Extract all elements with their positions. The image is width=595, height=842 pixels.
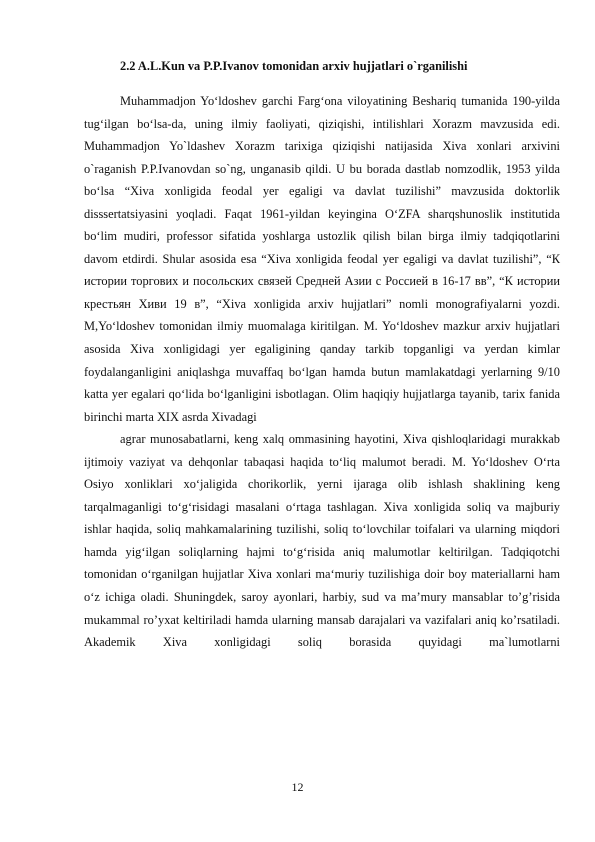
body-text	[84, 90, 560, 654]
paragraph-1: Muhammadjon Yo‘ldoshev garchi Farg‘ona viloyatining Beshariq tumanida 190-yilda tug‘ilgan bo‘lsa-da, uning ilmiy faoliyati, qiziqishi, intilishlari Xorazm mavzusida edi. Muhammadjon Yo`ldashev Xorazm tarixiga qiziqishi natijasida Xiva xonlari arxivini o`raganish P.P.Ivanovdan so`ng, unganasib qildi. U bu borada dastlab nomzodlik, 1953 yilda bo‘lsa “Xiva xonligida feodal yer egaligi va davlat tuzilishi” mavzusida doktorlik disssertatsiyasini yoqladi. Faqat 1961-yildan keyingina O‘ZFA sharqshunoslik institutida bo‘lim mudiri, professor sifatida yoshlarga ustozlik qilish bilan birga ilmiy tadqiqotlarini davom etdirdi. Shular asosida esa “Xiva xonligida feodal yer egaligi va davlat tuzilishi”, “К истории торговиx и посольских связей Средней Азии с Россией в 16-17 вв”, “К истории крестьян Хиви 19 в”, “Xiva xonligida arxiv hujjatlari” nomli monografiyalarni yozdi. M,Yo‘ldoshev tomonidan ilmiy muomalaga kiritilgan. M. Yo‘ldoshev mazkur arxiv hujjatlari asosida Xiva xonligidagi yer egaligining qanday tarkib topganligi va yerdan kimlar foydalanganligini aniqlashga muvaffaq bo‘lgan hamda butun mamlakatdagi yerlarning 9/10 katta yer egalari qo‘lida bo‘lganligini isbotlagan. Olim haqiqiy hujjatlarga tayanib, tarix fanida birinchi marta XIX asrda Xivadagi	[84, 94, 560, 424]
section-heading: 2.2 A.L.Kun va P.P.Ivanov tomonidan arxiv hujjatlari o`rganilishi	[120, 59, 468, 73]
paragraph-2: agrar munosabatlarni, keng xalq ommasining hayotini, Xiva qishloqlaridagi murakkab ijtimoiy vaziyat va dehqonlar tabaqasi haqida to‘liq malumot beradi. M. Yo‘ldoshev O‘rta Osiyo xonliklari xo‘jaligida chorikorlik, yerni ijaraga olib ishlash shaklining keng tarqalmaganligi to‘g‘risidagi masalani o‘rtaga tashlagan. Xiva xonligida soliq va majburiy ishlar haqida, soliq mahkamalarining tuzilishi, soliq to‘lovchilar toifalari va ularning miqdori hamda yig‘ilgan soliqlarning hajmi to‘g‘risida aniq malumotlar keltirilgan. Tadqiqotchi tomonidan o‘rganilgan hujjatlar Xiva xonlari ma‘muriy tuzilishiga doir boy materiallarni ham o‘z ichiga oladi. Shuningdek, saroy ayonlari, harbiy, sud va ma’mury mansablar to’g’risida mukammal ro’yxat keltiriladi hamda ularning mansab darajalari va vazifalari aniq ko’rsatiladi. Akademik Xiva xonligidagi soliq borasida quyidagi ma`lumotlarni	[84, 432, 560, 650]
page-number: 12	[291, 780, 304, 794]
